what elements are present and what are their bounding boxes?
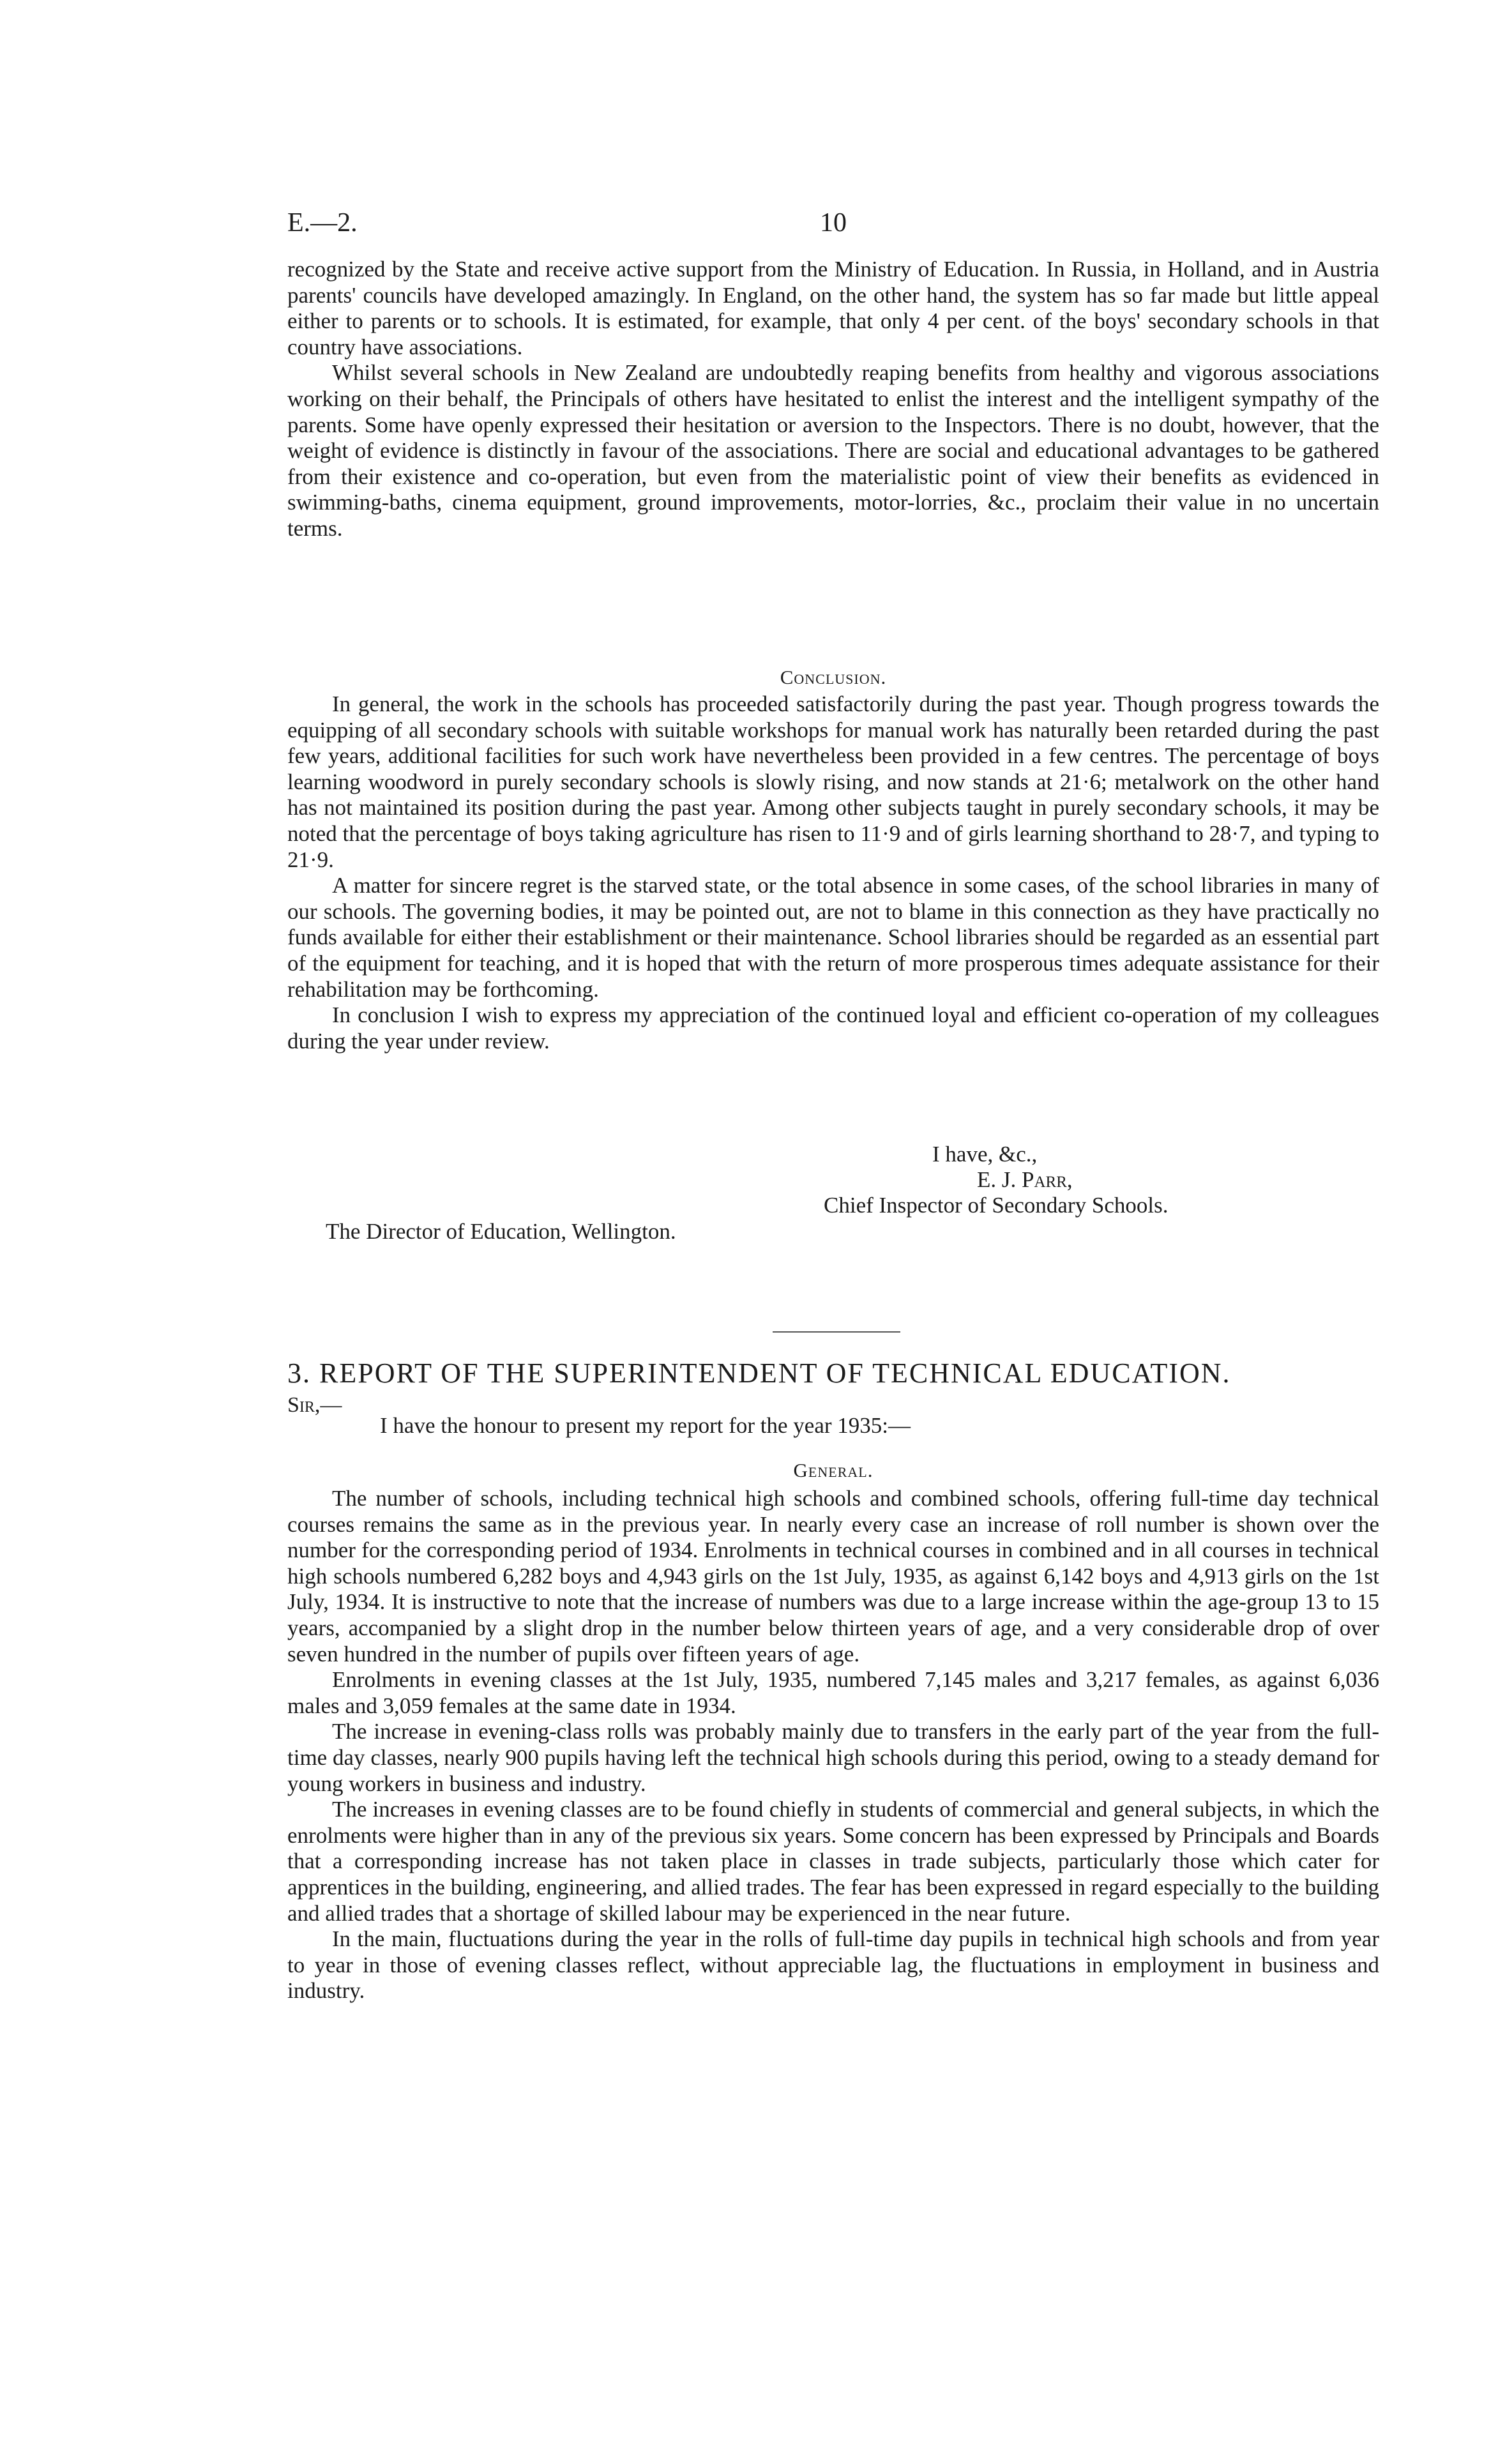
- section-divider: [773, 1331, 900, 1333]
- section-conclusion: [287, 692, 1379, 1054]
- paragraph: The increase in evening-class rolls was probably mainly due to transfers in the early part of the year from the full-time day classes, nearly 900 pupils having left the technical high schools during this period, owing to a steady demand for young workers in business and industry.: [287, 1719, 1379, 1796]
- report-intro: I have the honour to present my report for the year 1935:—: [380, 1413, 911, 1438]
- section-parents-associations: [287, 257, 1379, 542]
- paragraph: In conclusion I wish to express my appreciation of the continued loyal and efficient co-operation of my colleagues during the year under review.: [287, 1002, 1379, 1054]
- document-page: [287, 0, 1379, 2464]
- report-title: 3. REPORT OF THE SUPERINTENDENT OF TECHNICAL EDUCATION.: [287, 1357, 1231, 1389]
- signature-title: Chief Inspector of Secondary Schools.: [824, 1193, 1169, 1218]
- section-general: [287, 1486, 1379, 2004]
- paragraph: In general, the work in the schools has proceeded satisfactorily during the past year. Though progress towards the equipping of all secondary schools with suitable workshops for manual work has naturally been retarded during the past few years, additional facilities for such work have nevertheless been provided in a few centres. The percentage of boys learning woodword in purely secondary schools is slowly rising, and now stands at 21·6; metalwork on the other hand has not maintained its position during the past year. Among other subjects taught in purely secondary schools, it may be noted that the percentage of boys taking agriculture has risen to 11·9 and of girls learning shorthand to 28·7, and typing to 21·9.: [287, 692, 1379, 872]
- paragraph: Enrolments in evening classes at the 1st July, 1935, numbered 7,145 males and 3,217 females, as against 6,036 males and 3,059 females at the same date in 1934.: [287, 1667, 1379, 1718]
- salutation: Sir,—: [287, 1393, 342, 1417]
- signature-closing: I have, &c.,: [932, 1142, 1038, 1167]
- document-code: E.—2.: [287, 208, 358, 238]
- paragraph: A matter for sincere regret is the starved state, or the total absence in some cases, of the school libraries in many of our schools. The governing bodies, it may be pointed out, are not to blame in this connection as they have practically no funds available for either their establishment or their maintenance. School libraries should be regarded as an essential part of the equipment for teaching, and it is hoped that with the return of more prosperous times adequate assistance for their rehabilitation may be forthcoming.: [287, 873, 1379, 1002]
- paragraph: Whilst several schools in New Zealand are undoubtedly reaping benefits from healthy and vigorous associations working on their behalf, the Principals of others have hesitated to enlist the interest and the intelligent sympathy of the parents. Some have openly expressed their hesitation or aversion to the Inspectors. There is no doubt, however, that the weight of evidence is distinctly in favour of the associations. There are social and educational advantages to be gathered from their existence and co-operation, but even from the materialistic point of view their benefits as evidenced in swimming-baths, cinema equipment, ground improvements, motor-lorries, &c., proclaim their value in no uncertain terms.: [287, 360, 1379, 541]
- addressee: The Director of Education, Wellington.: [326, 1219, 676, 1244]
- signature-name: E. J. Parr,: [977, 1167, 1073, 1192]
- paragraph: In the main, fluctuations during the year in the rolls of full-time day pupils in technical high schools and from year to year in those of evening classes reflect, without appreciable lag, the fluctuations in employment in business and industry.: [287, 1926, 1379, 2004]
- paragraph: The increases in evening classes are to be found chiefly in students of commercial and general subjects, in which the enrolments were higher than in any of the previous six years. Some concern has been expressed by Principals and Boards that a corresponding increase has not taken place in classes in trade subjects, particularly those which cater for apprentices in the building, engineering, and allied trades. The fear has been expressed in regard especially to the building and allied trades that a shortage of skilled labour may be experienced in the near future.: [287, 1797, 1379, 1926]
- paragraph: recognized by the State and receive active support from the Ministry of Education. In Russia, in Holland, and in Austria parents' councils have developed amazingly. In England, on the other hand, the system has so far made but little appeal either to parents or to schools. It is estimated, for example, that only 4 per cent. of the boys' secondary schools in that country have associations.: [287, 257, 1379, 359]
- general-heading: General.: [793, 1459, 874, 1481]
- page-header: [287, 208, 1379, 246]
- paragraph: The number of schools, including technical high schools and combined schools, offering full-time day technical courses remains the same as in the previous year. In nearly every case an increase of roll number is shown over the number for the corresponding period of 1934. Enrolments in technical courses in combined and in all courses in technical high schools numbered 6,282 boys and 4,943 girls on the 1st July, 1935, as against 6,142 boys and 4,913 girls on the 1st July, 1934. It is instructive to note that the increase of numbers was due to a large increase within the age-group 13 to 15 years, accompanied by a slight drop in the number below thirteen years of age, and a very considerable drop of over seven hundred in the number of pupils over fifteen years of age.: [287, 1486, 1379, 1667]
- page-number: 10: [820, 208, 847, 238]
- conclusion-heading: Conclusion.: [780, 666, 887, 688]
